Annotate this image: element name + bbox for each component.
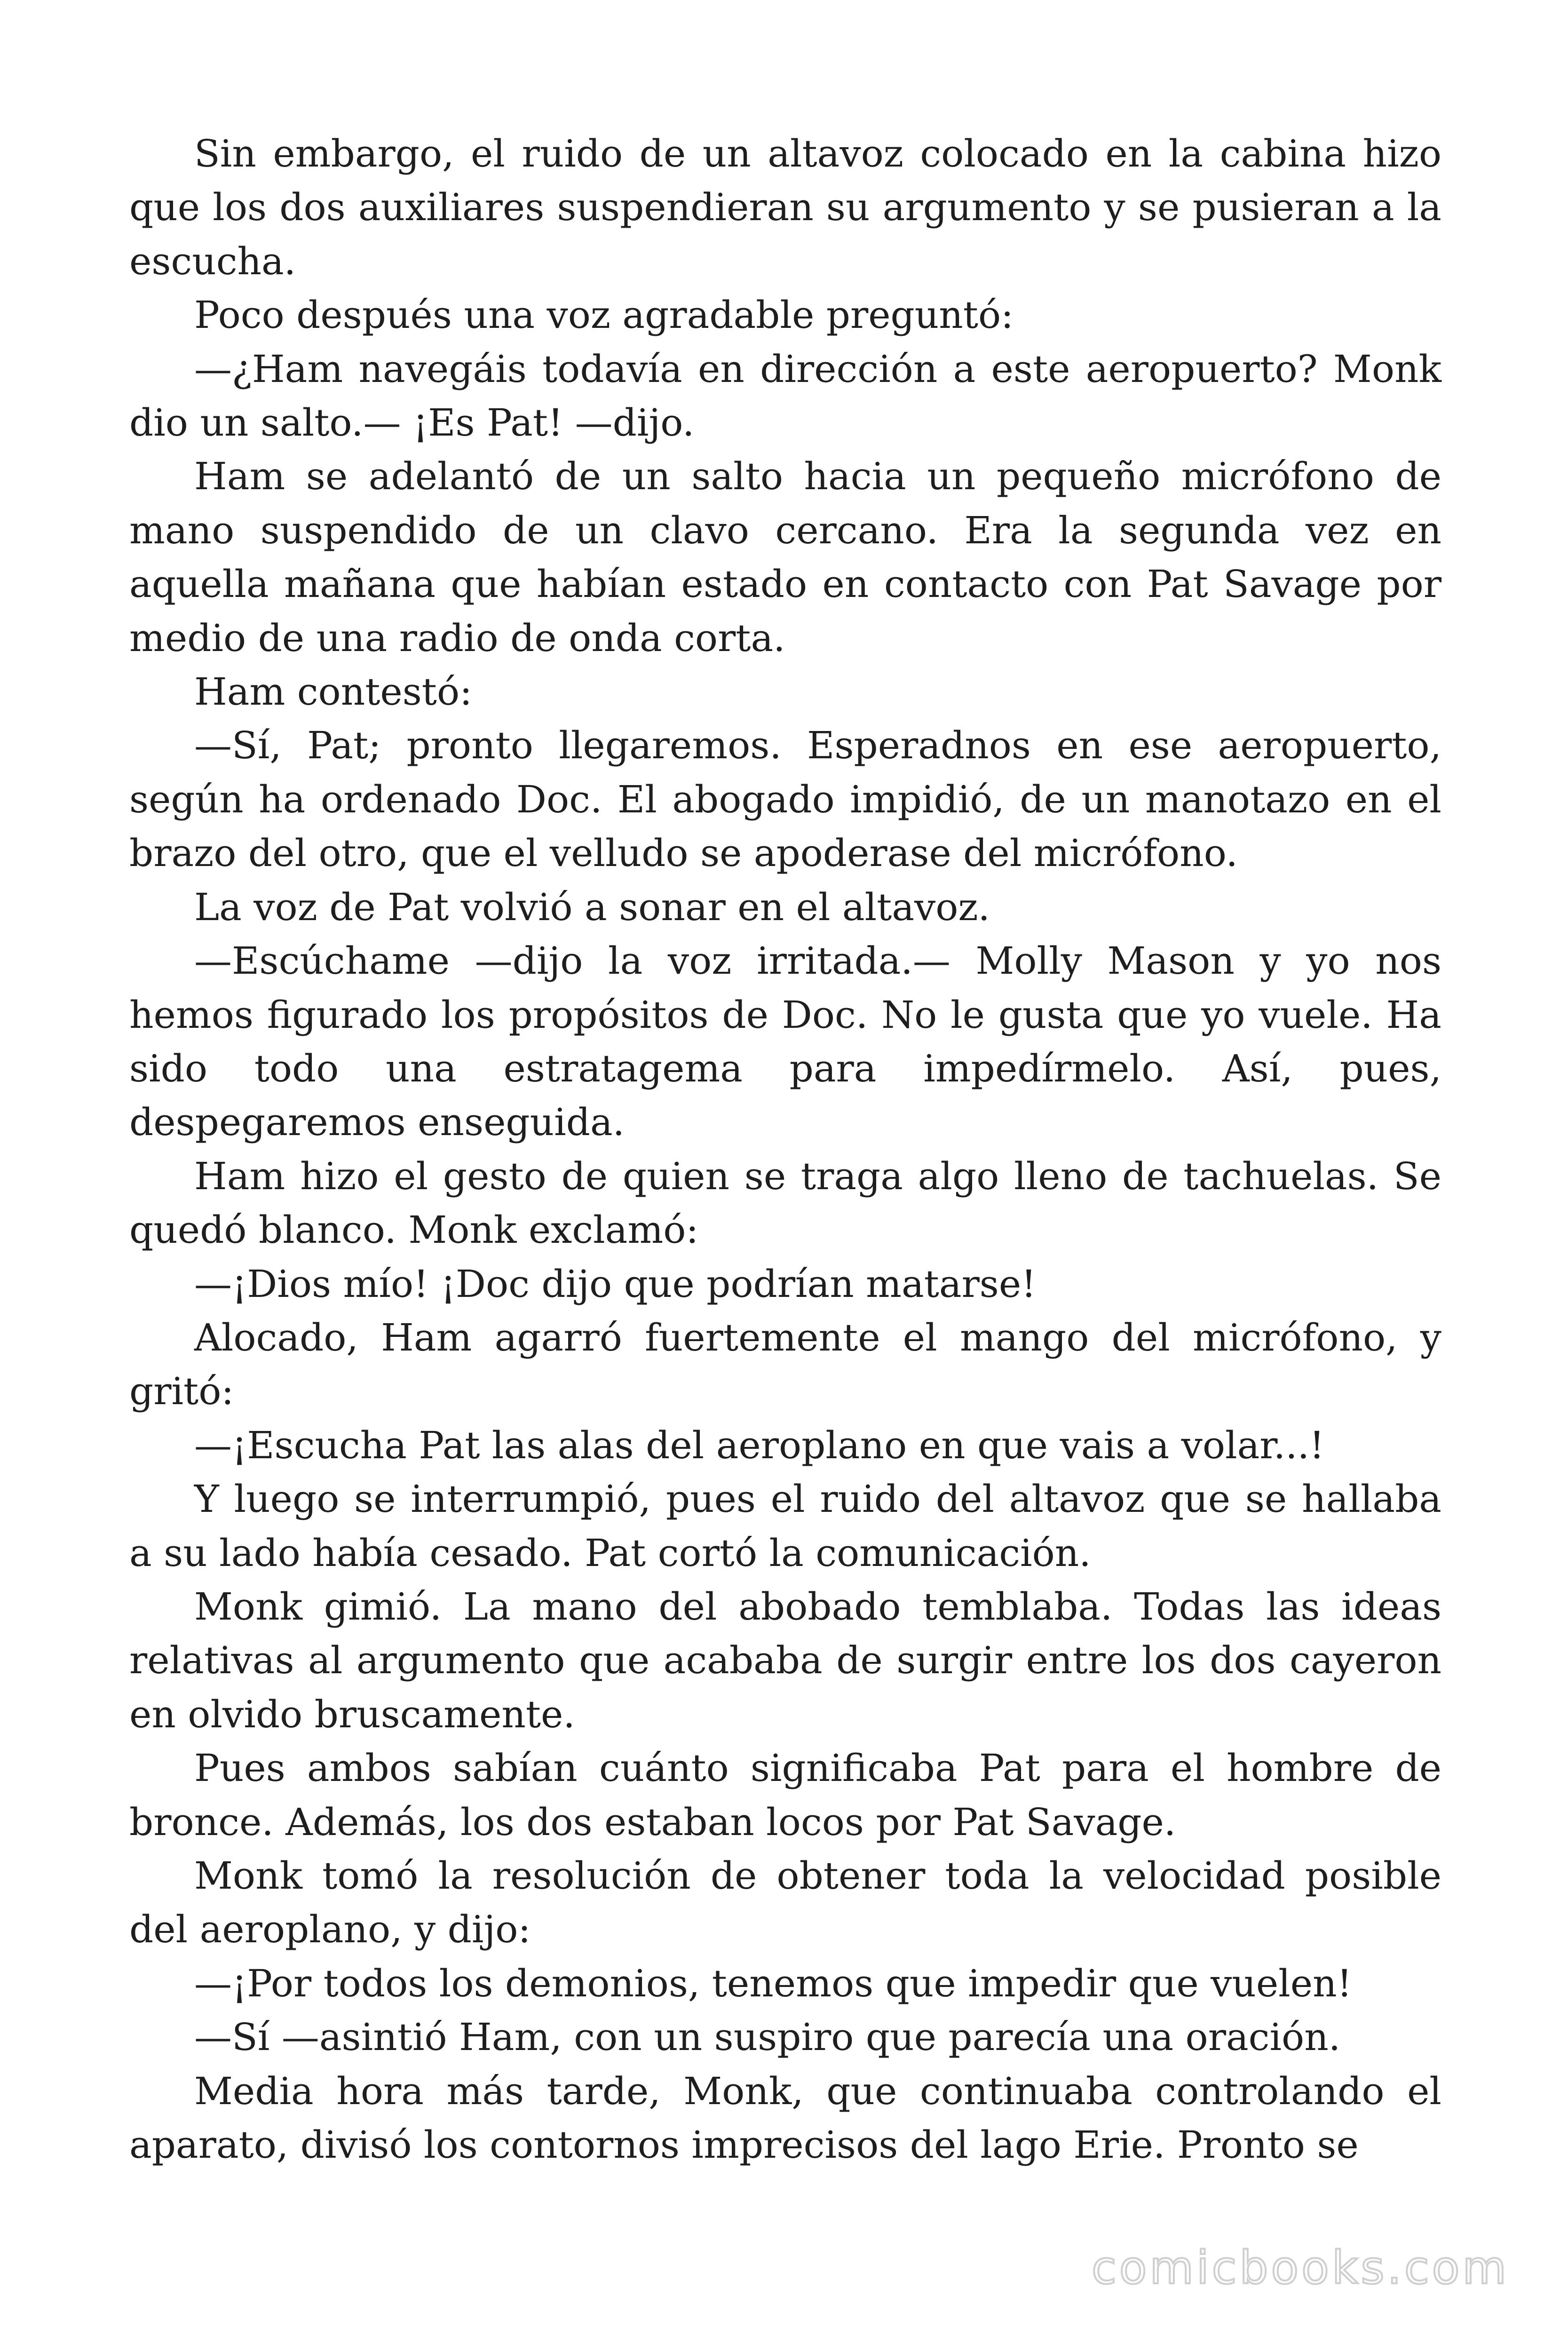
- paragraph: —¡Dios mío! ¡Doc dijo que podrían matarse!: [194, 1262, 1037, 1306]
- watermark: comicbooks.com: [1091, 2241, 1509, 2294]
- paragraph: Pues ambos sabían cuánto significaba Pat para el hombre de bronce. Además, los dos estaban locos por Pat Savage.: [129, 1746, 1441, 1844]
- paragraph: —¡Escucha Pat las alas del aeroplano en que vais a volar...!: [194, 1423, 1325, 1467]
- paragraph: —Sí —asintió Ham, con un suspiro que parecía una oración.: [194, 2015, 1341, 2059]
- paragraph: Ham se adelantó de un salto hacia un pequeño micrófono de mano suspendido de un clavo cercano. Era la segunda vez en aquella mañana que habían estado en contacto con Pat Savage por medio de una radio de onda corta.: [129, 454, 1441, 660]
- paragraph: Media hora más tarde, Monk, que continuaba controlando el aparato, divisó los contornos imprecisos del lago Erie. Pronto se: [129, 2069, 1441, 2167]
- paragraph: Poco después una voz agradable preguntó:: [194, 293, 1014, 337]
- paragraph: —Escúchame —dijo la voz irritada.— Molly Mason y yo nos hemos figurado los propósitos de Doc. No le gusta que yo vuele. Ha sido todo una estratagema para impedírmelo. Así, pues, despegaremos enseguida.: [129, 939, 1441, 1144]
- page-body: [129, 127, 1441, 2172]
- paragraph: —Sí, Pat; pronto llegaremos. Esperadnos en ese aeropuerto, según ha ordenado Doc. El abogado impidió, de un manotazo en el brazo del otro, que el velludo se apoderase del micrófono.: [129, 723, 1441, 875]
- paragraph: Y luego se interrumpió, pues el ruido del altavoz que se hallaba a su lado había cesado. Pat cortó la comunicación.: [129, 1477, 1441, 1575]
- paragraph: —¿Ham navegáis todavía en dirección a este aeropuerto? Monk dio un salto.— ¡Es Pat! —dijo.: [129, 347, 1441, 445]
- paragraph: —¡Por todos los demonios, tenemos que impedir que vuelen!: [194, 1961, 1352, 2005]
- paragraph: Monk tomó la resolución de obtener toda la velocidad posible del aeroplano, y dijo:: [129, 1854, 1441, 1952]
- paragraph: Monk gimió. La mano del abobado temblaba. Todas las ideas relativas al argumento que acababa de surgir entre los dos cayeron en olvido bruscamente.: [129, 1584, 1441, 1736]
- paragraph: La voz de Pat volvió a sonar en el altavoz.: [194, 885, 990, 929]
- paragraph: Ham hizo el gesto de quien se traga algo lleno de tachuelas. Se quedó blanco. Monk exclamó:: [129, 1154, 1441, 1252]
- paragraph: Sin embargo, el ruido de un altavoz colocado en la cabina hizo que los dos auxiliares suspendieran su argumento y se pusieran a la escucha.: [129, 132, 1441, 283]
- paragraph: Alocado, Ham agarró fuertemente el mango del micrófono, y gritó:: [129, 1315, 1441, 1414]
- paragraph: Ham contestó:: [194, 670, 473, 714]
